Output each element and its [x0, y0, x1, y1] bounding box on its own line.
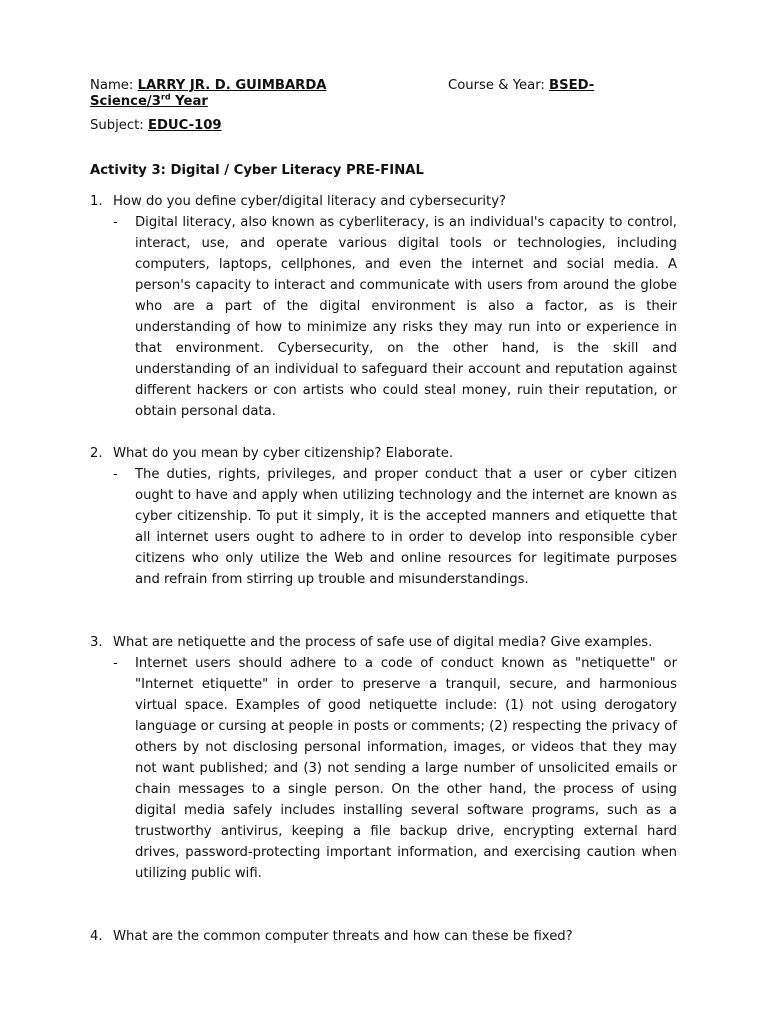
- question-number: 1.: [90, 194, 103, 209]
- question-number: 2.: [90, 446, 103, 461]
- bullet-dash: -: [113, 467, 118, 482]
- question-4: [90, 926, 677, 947]
- course-label: Course & Year:: [448, 78, 545, 93]
- question-2: [90, 443, 677, 590]
- subject-value: EDUC-109: [147, 118, 222, 133]
- question-text: What are netiquette and the process of safe use of digital media? Give examples.: [113, 635, 653, 650]
- answer-3: [90, 653, 677, 884]
- bullet-dash: -: [113, 215, 118, 230]
- subject-line: [90, 117, 222, 134]
- question-text: How do you define cyber/digital literacy and cybersecurity?: [113, 194, 507, 209]
- course-value-part1: BSED-: [549, 78, 595, 93]
- bullet-dash: -: [113, 656, 118, 671]
- course-line-continued: [90, 93, 208, 110]
- subject-label: Subject:: [90, 118, 144, 133]
- answer-text: Digital literacy, also known as cyberliteracy, is an individual's capacity to control, interact, use, and operate various digital tools or technologies, including computers, laptops, cellphones, and even the internet and social media. A person's capacity to interact and communicate with users from around the globe who are a part of the digital environment is also a factor, as is their understanding of how to minimize any risks they may run into or experience in that environment. Cybersecurity, on the other hand, is the skill and understanding of an individual to safeguard their account and reputation against different hackers or con artists who could steal money, ruin their reputation, or obtain personal data.: [135, 215, 677, 419]
- answer-1: [90, 212, 677, 422]
- answer-text: Internet users should adhere to a code of conduct known as "netiquette" or "Internet etiquette" in order to preserve a tranquil, secure, and harmonious virtual space. Examples of good netiquette include: (1) not using derogatory language or cursing at people in posts or comments; (2) respecting the privacy of others by not disclosing personal information, images, or videos that they may not want published; and (3) not sending a large number of unsolicited emails or chain messages to a single person. On the other hand, the process of using digital media safely includes installing several software programs, such as a trustworthy antivirus, keeping a file backup drive, encrypting external hard drives, password-protecting important information, and exercising caution when utilizing public wifi.: [135, 656, 677, 881]
- name-label: Name:: [90, 78, 134, 93]
- course-line: [448, 77, 594, 94]
- question-3: [90, 632, 677, 884]
- course-value-part3: Year: [170, 94, 208, 109]
- question-text: What are the common computer threats and how can these be fixed?: [113, 929, 573, 944]
- course-value-sup: rd: [160, 92, 171, 102]
- course-value-part2: Science/3: [90, 94, 161, 109]
- activity-title: Activity 3: Digital / Cyber Literacy PRE-FINAL: [90, 163, 424, 178]
- answer-2: [90, 464, 677, 590]
- question-text: What do you mean by cyber citizenship? Elaborate.: [113, 446, 454, 461]
- name-value: LARRY JR. D. GUIMBARDA: [137, 78, 327, 93]
- question-1: [90, 191, 677, 422]
- name-line: [90, 77, 326, 94]
- question-number: 4.: [90, 929, 103, 944]
- answer-text: The duties, rights, privileges, and proper conduct that a user or cyber citizen ought to have and apply when utilizing technology and the internet are known as cyber citizenship. To put it simply, it is the accepted manners and etiquette that all internet users ought to adhere to in order to develop into responsible cyber citizens who only utilize the Web and online resources for legitimate purposes and refrain from stirring up trouble and misunderstandings.: [135, 467, 677, 587]
- question-number: 3.: [90, 635, 103, 650]
